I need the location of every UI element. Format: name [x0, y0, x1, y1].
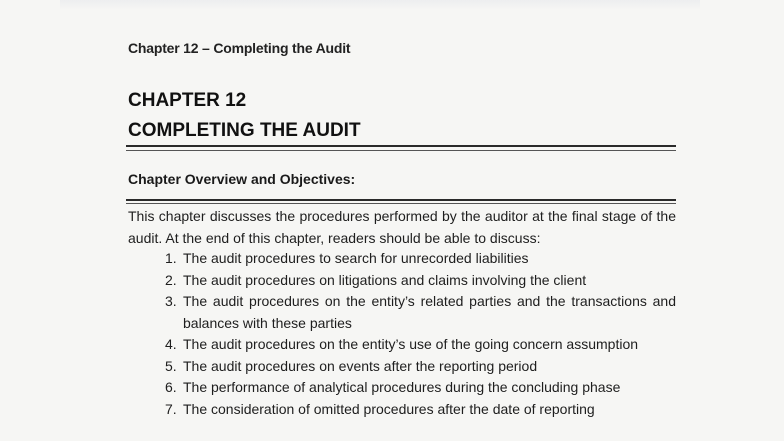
- list-number: 3.: [165, 293, 177, 309]
- list-number: 7.: [165, 400, 177, 417]
- list-number: 1.: [165, 250, 177, 266]
- list-item: [128, 291, 676, 334]
- list-item: [128, 377, 676, 399]
- list-text: The audit procedures on the entity’s use of the going concern assumption: [183, 336, 639, 352]
- intro-paragraph: This chapter discusses the procedures performed by the auditor at the final stage of the audit. At the end of this chapter, readers should be able to discuss:: [128, 208, 676, 246]
- list-text: The audit procedures on the entity’s related parties and the transactions and balances with these parties: [183, 293, 676, 331]
- running-header: Chapter 12 – Completing the Audit: [128, 40, 351, 56]
- list-item: [128, 356, 676, 378]
- list-text: The performance of analytical procedures during the concluding phase: [183, 379, 621, 395]
- list-text: The audit procedures on litigations and claims involving the client: [183, 271, 587, 288]
- list-number: 2.: [165, 271, 177, 288]
- list-item: [128, 248, 676, 270]
- section-rule: [126, 199, 676, 201]
- title-rule-thin: [126, 150, 676, 151]
- section-heading: Chapter Overview and Objectives:: [128, 171, 356, 187]
- list-item: [128, 399, 676, 421]
- list-number: 5.: [165, 357, 177, 374]
- list-text: The audit procedures to search for unrecorded liabilities: [183, 250, 529, 266]
- title-rule: [126, 145, 676, 147]
- list-text: The audit procedures on events after the reporting period: [183, 357, 538, 374]
- list-item: [128, 334, 676, 356]
- list-number: 4.: [165, 336, 177, 352]
- chapter-name: COMPLETING THE AUDIT: [128, 120, 361, 141]
- list-number: 6.: [165, 379, 177, 395]
- section-rule-thin: [126, 203, 676, 204]
- list-text: The consideration of omitted procedures after the date of reporting: [183, 400, 595, 417]
- objectives-list: [128, 248, 676, 420]
- list-item: [128, 270, 676, 292]
- chapter-title: [128, 86, 361, 146]
- bleed-through-shadow: [60, 0, 700, 10]
- chapter-number: CHAPTER 12: [128, 90, 247, 111]
